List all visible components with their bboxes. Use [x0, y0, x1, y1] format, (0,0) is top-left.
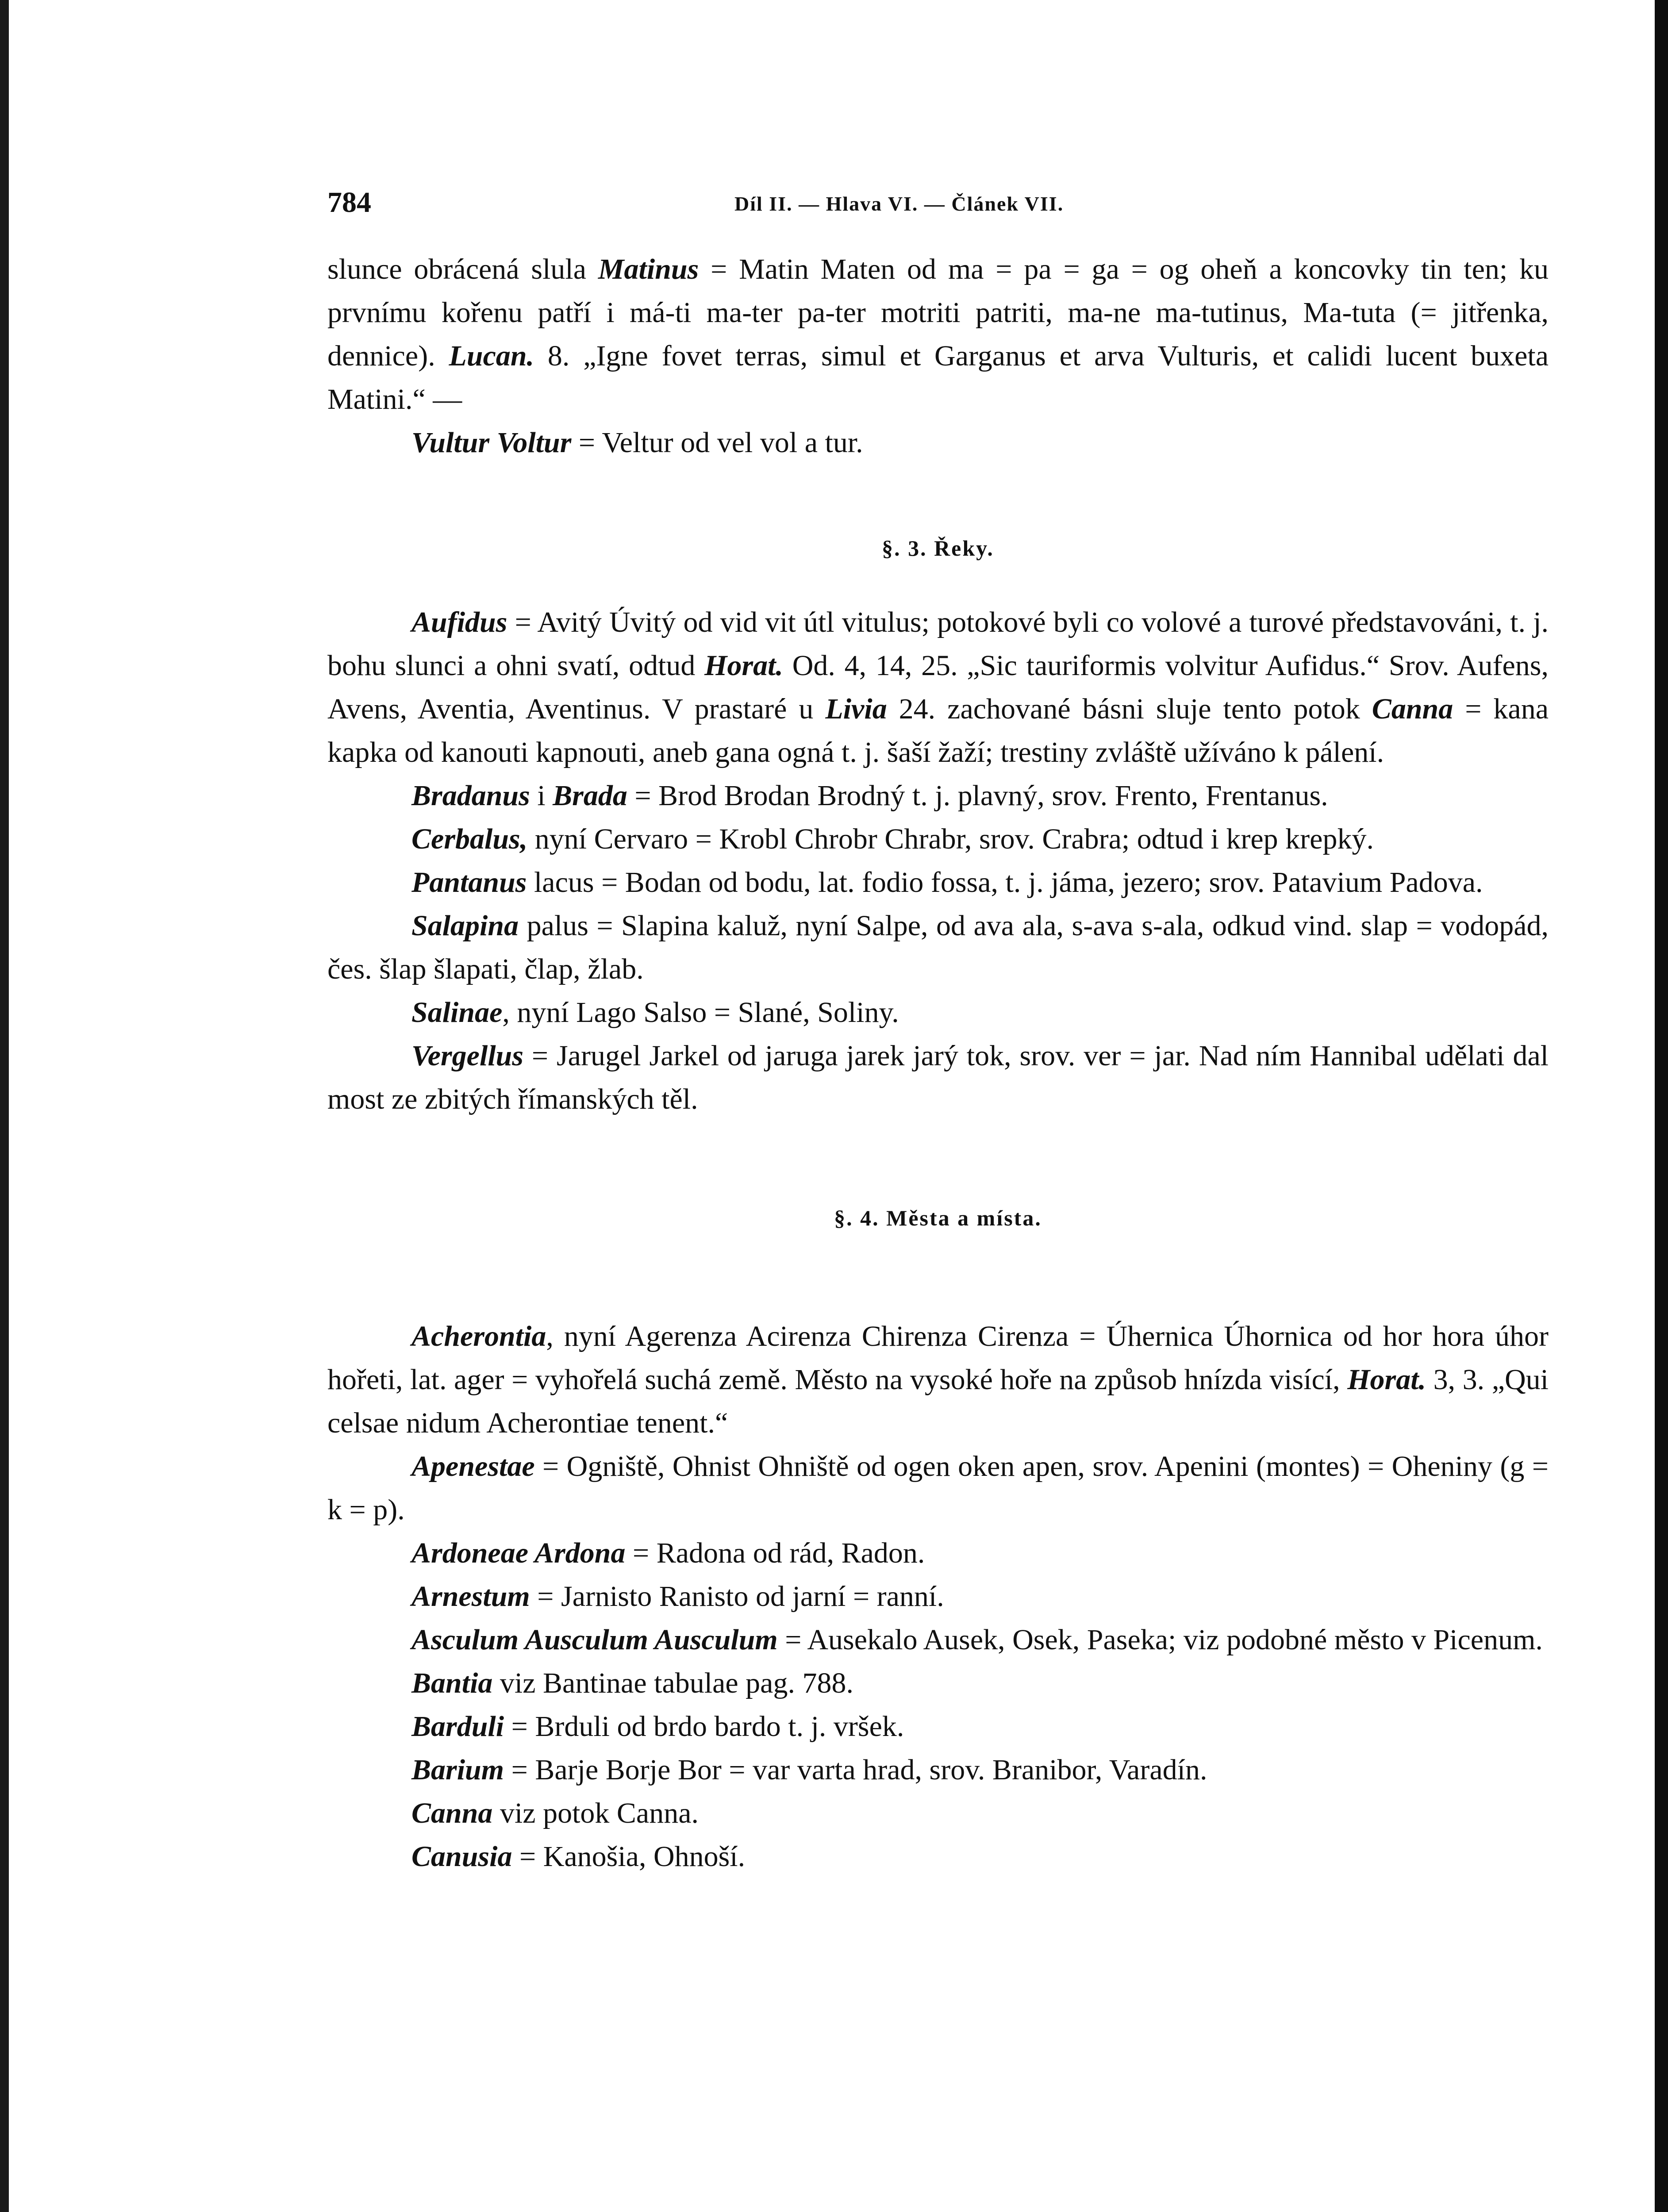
- section-heading-reky: §. 3. Řeky.: [882, 536, 994, 561]
- entry-apenestae: Apenestae = Ogniště, Ohnist Ohniště od ogen oken apen, srov. Apenini (montes) = Oheniny (g = k = p).: [327, 1450, 1549, 1526]
- entry-asculum: Asculum Ausculum Ausculum = Ausekalo Ausek, Osek, Paseka; viz podobné město v Picenum.: [411, 1624, 1543, 1656]
- paragraph-vultur: Vultur Voltur = Veltur od vel vol a tur.: [411, 426, 863, 459]
- entry-bradanus: Bradanus i Brada = Brod Brodan Brodný t. j. plavný, srov. Frento, Frentanus.: [411, 780, 1328, 812]
- entry-canna: Canna viz potok Canna.: [411, 1797, 699, 1829]
- entry-salapina: Salapina palus = Slapina kaluž, nyní Salpe, od ava ala, s-ava s-ala, odkud vind. slap = vodopád, čes. šlap šlapati, člap, žlab.: [327, 910, 1549, 985]
- scan-border-left: [0, 0, 9, 2212]
- body-text: [327, 248, 1549, 1878]
- page-number: 784: [327, 186, 371, 219]
- entry-barium: Barium = Barje Borje Bor = var varta hrad, srov. Branibor, Varadín.: [411, 1754, 1207, 1786]
- entry-aufidus: Aufidus = Avitý Úvitý od vid vit útl vitulus; potokové byli co volové a turové představováni, t. j. bohu slunci a ohni svatí, odtud Horat. Od. 4, 14, 25. „Sic tauriformis volvitur Aufidus.“ Srov. Aufens, Avens, Aventia, Aventinus. V prastaré u Livia 24. zachované básni sluje tento potok Canna = kana kapka od kanouti kapnouti, aneb gana ogná t. j. šaší žaží; trestiny zvláště užíváno k pálení.: [327, 606, 1549, 768]
- entry-cerbalus: Cerbalus, nyní Cervaro = Krobl Chrobr Chrabr, srov. Crabra; odtud i krep krepký.: [411, 823, 1374, 855]
- scan-border-right: [1655, 0, 1668, 2212]
- entry-pantanus: Pantanus lacus = Bodan od bodu, lat. fodio fossa, t. j. jáma, jezero; srov. Patavium Padova.: [411, 866, 1483, 899]
- entry-acherontia: Acherontia, nyní Agerenza Acirenza Chirenza Cirenza = Úhernica Úhornica od hor hora úhor hořeti, lat. ager = vyhořelá suchá země. Město na vysoké hoře na způsob hnízda visící, Horat. 3, 3. „Qui celsae nidum Acherontiae tenent.“: [327, 1320, 1549, 1439]
- section-heading-mesta: §. 4. Města a místa.: [834, 1206, 1042, 1230]
- entry-salinae: Salinae, nyní Lago Salso = Slané, Soliny.: [411, 996, 899, 1029]
- entry-vergellus: Vergellus = Jarugel Jarkel od jaruga jarek jarý tok, srov. ver = jar. Nad ním Hannibal udělati dal most ze zbitých římanských těl.: [327, 1040, 1549, 1115]
- paragraph-matinus: slunce obrácená slula Matinus = Matin Maten od ma = pa = ga = og oheň a koncovky tin ten; ku prvnímu kořenu patří i má-ti ma-ter pa-ter motriti patriti, ma-ne ma-tutinus, Ma-tuta (= jitřenka, dennice). Lucan. 8. „Igne fovet terras, simul et Garganus et arva Vulturis, et calidi lucent buxeta Matini.“ —: [327, 253, 1549, 415]
- entry-ardoneae: Ardoneae Ardona = Radona od rád, Radon.: [411, 1537, 925, 1569]
- book-page: [327, 186, 1549, 1878]
- entry-canusia: Canusia = Kanošia, Ohnoší.: [411, 1840, 746, 1873]
- entry-barduli: Barduli = Brduli od brdo bardo t. j. vršek.: [411, 1710, 904, 1743]
- running-head: [327, 186, 1549, 221]
- entry-arnestum: Arnestum = Jarnisto Ranisto od jarní = ranní.: [411, 1580, 944, 1613]
- entry-bantia: Bantia viz Bantinae tabulae pag. 788.: [411, 1667, 853, 1699]
- running-title: Díl II. — Hlava VI. — Článek VII.: [734, 192, 1064, 215]
